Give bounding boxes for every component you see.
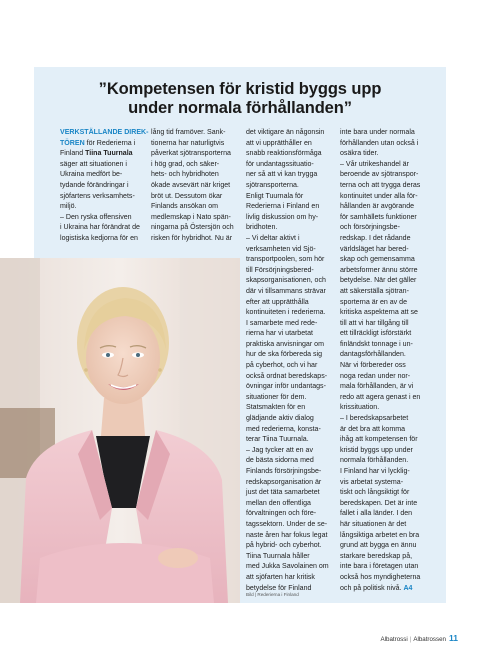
text-line: just det täta samarbetet — [246, 489, 320, 497]
text-line: i Ukraina har förändrat de — [60, 224, 140, 232]
text-line: Finlands ansökan om — [151, 203, 218, 211]
column-body — [151, 128, 241, 245]
text-line: inte bara i företagen utan — [340, 563, 419, 571]
text-line: dantagsförhållanden. — [340, 351, 406, 359]
text-line: – Vi deltar aktivt i — [246, 234, 300, 242]
text-line: med rederierna, konsta- — [246, 425, 321, 433]
intro-text: för Rederierna i — [84, 139, 136, 147]
article-column-2 — [151, 128, 241, 245]
text-line: ett tillräckligt isförstärkt — [340, 330, 412, 338]
text-line: grund att bygga en ännu — [340, 542, 417, 550]
column-body — [340, 128, 430, 584]
text-line: fallet i alla länder. I den — [340, 510, 413, 518]
text-line: – Vår utrikeshandel är — [340, 160, 409, 168]
text-line: – Den ryska offensiven — [60, 213, 132, 221]
text-line: rierna har vi utarbetat — [246, 330, 313, 338]
lead-line: VERKSTÄLLANDE DIREK- — [60, 129, 149, 136]
text-line: I samarbete med rede- — [246, 319, 318, 327]
text-line: redskap. I det rådande — [340, 234, 411, 242]
text-line: redskapsorganisation är — [246, 478, 322, 486]
text-line: det viktigare än någonsin — [246, 129, 325, 136]
text-line: praktiska anvisningar om — [246, 340, 324, 348]
publication-name-fi: Albatrossi — [380, 636, 408, 643]
photo-credit: Bild | Rederierna i Finland — [246, 592, 299, 597]
headline-line-1: ”Kompetensen för kristid byggs upp — [98, 80, 382, 98]
publication-name-sv: Albatrossen — [413, 636, 446, 643]
text-line: krissituation. — [340, 404, 380, 412]
text-line: – I beredskapsarbetet — [340, 415, 409, 423]
text-line: När vi förbereder oss — [340, 362, 406, 370]
text-line: risken för hybridhot. Nu är — [151, 234, 233, 242]
page-footer — [381, 633, 458, 643]
text-line: till att vi har tillgång till — [340, 319, 409, 327]
text-line: finländskt tonnage i un- — [340, 340, 413, 348]
text-line: hållanden är avgörande — [340, 203, 415, 211]
intro-text: Finland — [60, 150, 86, 158]
text-line: kontinuitet under alla för- — [340, 192, 418, 200]
text-line: hur de ska förbereda sig — [246, 351, 322, 359]
text-line: förhållanden utan också i — [340, 139, 419, 147]
text-line: livlig diskussion om hy- — [246, 213, 319, 221]
text-line: terna och att trygga deras — [340, 181, 421, 189]
portrait-photo — [0, 258, 240, 603]
text-line: till Försörjningsbered- — [246, 266, 314, 274]
text-line: osäkra tider. — [340, 150, 379, 158]
article-column-1 — [60, 128, 149, 245]
text-line: inte bara under normala — [340, 129, 415, 136]
text-line: arbetsformer ännu större — [340, 266, 418, 274]
headline-line-2: under normala förhållanden” — [128, 99, 352, 117]
text-line: logistiska kedjorna för en — [60, 234, 138, 242]
text-line: ihåg att kompetensen för — [340, 436, 418, 444]
text-line: påverkat sjötransporterna — [151, 150, 231, 158]
text-line: också hos myndigheterna — [340, 573, 421, 581]
text-line: vis arbetat systema- — [340, 478, 404, 486]
text-line: lång tid framöver. Sank- — [151, 129, 226, 136]
text-line: Finlands försörjningsbe- — [246, 468, 322, 475]
text-line: på hybrid- och cyberhot. — [246, 542, 322, 550]
text-line: Statsmakten för en — [246, 404, 306, 412]
text-line: sporterna är en av de — [340, 298, 407, 306]
text-line: långsiktiga arbetet en bra — [340, 531, 420, 539]
text-line: mala förhållanden, är vi — [340, 383, 414, 391]
text-line: där vi tillsammans strävar — [246, 287, 326, 295]
intro-line — [60, 149, 144, 160]
column-body — [246, 128, 336, 594]
last-line-text: och på politisk nivå. — [340, 584, 404, 592]
text-line: snabb reaktionsförmåga — [246, 150, 322, 158]
lead-word: TÖREN — [60, 139, 85, 147]
text-line: – Jag tycker att en av — [246, 446, 313, 454]
text-line: ökade avsevärt när kriget — [151, 181, 231, 189]
text-line: för samhällets funktioner — [340, 213, 417, 221]
text-line: miljö. — [60, 203, 77, 211]
text-line: glädjande aktiv dialog — [246, 415, 314, 423]
text-line: starkare beredskap på, — [340, 552, 413, 560]
text-line: tionerna har naturligtvis — [151, 139, 225, 147]
text-line: ningarna på Östersjön och — [151, 224, 234, 232]
text-line: och försörjningsbe- — [340, 224, 400, 232]
text-line: naste åren har fokus legat — [246, 531, 328, 539]
person-name: Tiina Tuurnala — [85, 150, 133, 158]
headline — [34, 80, 446, 118]
text-line: Rederierna i Finland en — [246, 203, 320, 211]
text-line: situationer för dem. — [246, 393, 307, 401]
text-line: är det bra att komma — [340, 425, 406, 433]
text-line: betydelse för Finland — [246, 584, 312, 592]
text-line: världsläget har bered- — [340, 245, 409, 253]
text-line: kristid byggs upp under — [340, 446, 413, 454]
text-line: på cyberhot, och vi har — [246, 362, 318, 370]
text-line: övningar inför undantags- — [246, 383, 326, 391]
lead-line — [60, 139, 144, 150]
text-line: tagssektorn. Under de se- — [246, 520, 328, 528]
page-number: 11 — [449, 633, 458, 643]
text-line: normala förhållanden. — [340, 457, 409, 465]
text-line: att sjöfarten har kritisk — [246, 573, 315, 581]
text-line: de bästa sidorna med — [246, 457, 314, 465]
text-line: ner så att vi kan trygga — [246, 171, 318, 179]
text-line: Enligt Tuurnala för — [246, 192, 304, 200]
text-line: transportpoolen, som hör — [246, 256, 325, 264]
text-line: skapsorganisationen, och — [246, 277, 326, 285]
text-line: betydelse. När det gäller — [340, 277, 417, 285]
text-line: kontinuiteten i rederierna. — [246, 309, 326, 317]
text-line: förvaltningen och före- — [246, 510, 317, 518]
text-line: mellan den offentliga — [246, 499, 311, 507]
text-line: för undantagssituatio- — [246, 160, 314, 168]
text-line: här situationen är det — [340, 520, 407, 528]
text-line: kritiska aspekterna att se — [340, 309, 418, 317]
text-line: noga redan under nor- — [340, 372, 411, 380]
text-line: Ukraina medfört be- — [60, 171, 123, 179]
text-line: hets- och hybridhoten — [151, 171, 219, 179]
text-line: beroende av sjötranspor- — [340, 171, 419, 179]
text-line: att säkerställa sjötran- — [340, 287, 409, 295]
text-line: sjötransporterna. — [246, 181, 299, 189]
text-line: tiskt och långsiktigt för — [340, 489, 410, 497]
article-column-3 — [246, 128, 336, 594]
portrait-illustration — [0, 258, 240, 603]
text-line: beredskapen. Det är inte — [340, 499, 418, 507]
text-line: verksamheten vid Sjö- — [246, 245, 316, 253]
end-mark: A4 — [403, 584, 413, 592]
text-line: med Jukka Savolainen om — [246, 563, 329, 571]
text-line: sjöfartens verksamhets- — [60, 192, 135, 200]
article-last-line — [340, 584, 430, 595]
text-line: att vi upprätthåller en — [246, 139, 312, 147]
article-column-4 — [340, 128, 430, 594]
text-line: i hög grad, och säker- — [151, 160, 220, 168]
text-line: bridhoten. — [246, 224, 278, 232]
text-line: bröt ut. Dessutom ökar — [151, 192, 223, 200]
text-line: terar Tiina Tuurnala. — [246, 436, 309, 444]
text-line: efter att upprätthålla — [246, 298, 309, 306]
footer-separator: | — [409, 636, 412, 643]
text-line: Tiina Tuurnala håller — [246, 552, 310, 560]
text-line: I Finland har vi lycklig- — [340, 468, 410, 475]
column-body — [60, 160, 144, 245]
text-line: säger att situationen i — [60, 160, 127, 168]
text-line: medlemskap i Nato spän- — [151, 213, 231, 221]
text-line: också ordnat beredskaps- — [246, 372, 328, 380]
text-line: skap och gemensamma — [340, 256, 415, 264]
text-line: redo att agera genast i en — [340, 393, 421, 401]
text-line: tydande förändringar i — [60, 181, 129, 189]
